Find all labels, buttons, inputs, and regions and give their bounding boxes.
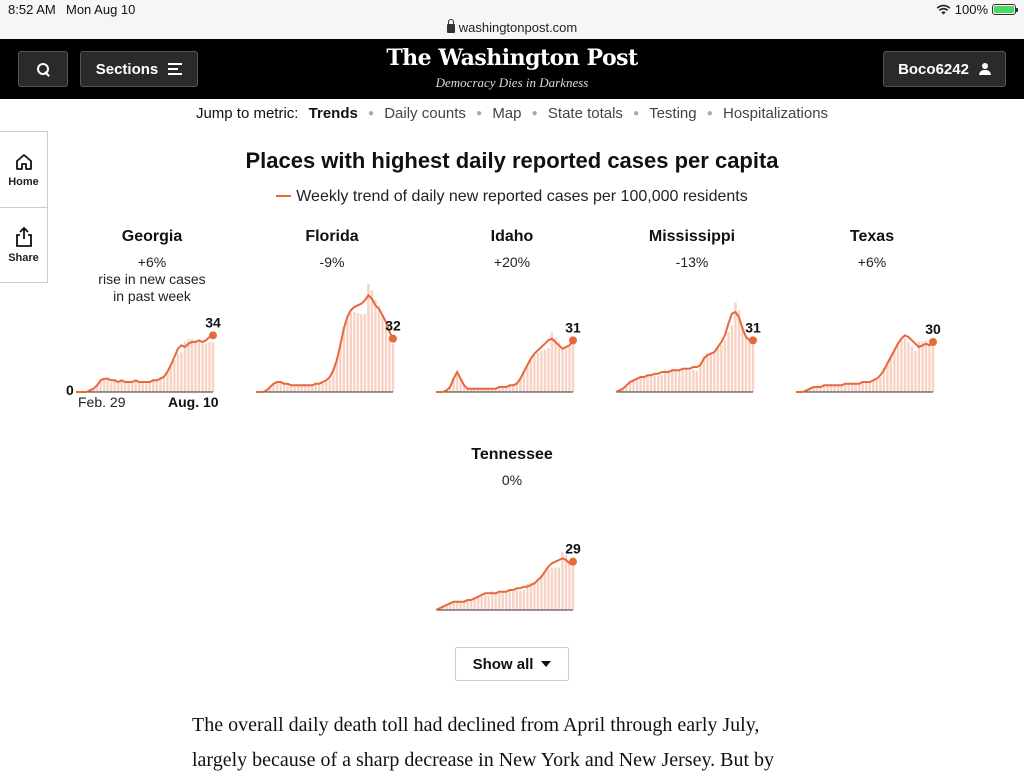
- daily-bar: [568, 347, 570, 392]
- daily-bar: [872, 381, 874, 392]
- daily-bar: [156, 380, 158, 392]
- daily-bar: [876, 380, 878, 392]
- site-tagline: Democracy Dies in Darkness: [435, 75, 589, 90]
- nav-separator: ●: [706, 108, 713, 119]
- caret-down-icon: [541, 661, 551, 667]
- daily-bar: [205, 343, 207, 392]
- daily-bar: [350, 313, 352, 392]
- daily-bar: [657, 376, 659, 392]
- daily-bar: [170, 367, 172, 392]
- daily-bar: [869, 383, 871, 392]
- state-panel: [432, 228, 592, 336]
- jump-state-totals[interactable]: State totals: [547, 105, 623, 122]
- daily-bar: [106, 380, 108, 392]
- jump-map[interactable]: Map: [492, 105, 522, 122]
- daily-bar: [135, 381, 137, 392]
- y-min-label: 0: [66, 382, 74, 398]
- daily-bar: [879, 378, 881, 392]
- state-panel: [252, 228, 412, 334]
- daily-bar: [554, 338, 556, 393]
- legend-swatch: [276, 195, 291, 197]
- chart-title: Places with highest daily reported cases per capita: [245, 148, 779, 173]
- daily-bar: [526, 584, 528, 610]
- chart-legend: [0, 188, 1024, 206]
- trend-chart: [252, 284, 411, 414]
- daily-bar: [212, 342, 214, 392]
- daily-bar: [745, 335, 747, 392]
- daily-bar: [565, 556, 567, 611]
- daily-bar: [572, 343, 574, 392]
- show-all-button[interactable]: [455, 647, 569, 681]
- daily-bar: [498, 591, 500, 610]
- daily-bar: [110, 382, 112, 392]
- metric-jump-nav: [0, 105, 1024, 122]
- daily-bar: [643, 377, 645, 392]
- daily-bar: [671, 369, 673, 392]
- daily-bar: [329, 379, 331, 392]
- daily-bar: [752, 342, 754, 392]
- nav-separator: ●: [368, 108, 375, 119]
- end-dot: [209, 331, 217, 339]
- daily-bar: [914, 351, 916, 392]
- state-name: Florida: [305, 228, 359, 245]
- daily-bar: [537, 353, 539, 392]
- state-panel: [66, 228, 232, 410]
- battery-icon: [992, 4, 1016, 15]
- daily-bar: [682, 369, 684, 392]
- daily-bar: [561, 347, 563, 392]
- daily-bar: [198, 340, 200, 392]
- daily-bar: [279, 382, 281, 392]
- daily-bar: [360, 314, 362, 392]
- daily-bar: [177, 354, 179, 392]
- daily-bar: [544, 349, 546, 392]
- jump-trends[interactable]: Trends: [308, 105, 358, 122]
- user-icon: [979, 63, 991, 75]
- daily-bar: [685, 370, 687, 392]
- daily-bar: [678, 370, 680, 392]
- daily-bar: [208, 342, 210, 392]
- daily-bar: [138, 383, 140, 392]
- daily-bar: [540, 577, 542, 610]
- daily-bar: [385, 324, 387, 392]
- show-all-label: Show all: [472, 655, 534, 673]
- home-label: Home: [8, 175, 39, 188]
- daily-bar: [547, 348, 549, 392]
- account-button[interactable]: [883, 51, 1006, 87]
- daily-bar: [124, 382, 126, 392]
- daily-bar: [544, 573, 546, 610]
- daily-bar: [692, 370, 694, 392]
- sections-label: Sections: [95, 60, 159, 78]
- daily-bar: [537, 579, 539, 610]
- masthead[interactable]: [0, 45, 1024, 91]
- daily-bar: [675, 370, 677, 392]
- daily-bar: [145, 384, 147, 393]
- daily-bar: [833, 386, 835, 392]
- daily-bar: [477, 597, 479, 610]
- daily-bar: [689, 371, 691, 392]
- status-date: Mon Aug 10: [66, 2, 136, 17]
- daily-bar: [921, 341, 923, 392]
- daily-bar: [826, 385, 828, 392]
- daily-bar: [512, 591, 514, 610]
- daily-bar: [495, 592, 497, 610]
- share-button[interactable]: [0, 207, 47, 282]
- daily-bar: [918, 342, 920, 392]
- daily-bar: [293, 386, 295, 392]
- state-change: +6%: [857, 254, 887, 270]
- daily-bar: [710, 353, 712, 392]
- daily-bar: [516, 590, 518, 610]
- daily-bar: [371, 290, 373, 392]
- daily-bar: [163, 377, 165, 392]
- battery-percent: 100%: [954, 2, 988, 17]
- url-bar[interactable]: [0, 18, 1024, 39]
- status-bar: [0, 0, 1024, 20]
- daily-bar: [364, 314, 366, 392]
- state-name: Idaho: [490, 228, 534, 245]
- daily-bar: [392, 343, 394, 392]
- daily-bar: [378, 306, 380, 392]
- daily-bar: [184, 342, 186, 392]
- daily-bar: [487, 596, 489, 610]
- last-value-label: 30: [925, 321, 941, 337]
- annotation: rise in new cases in past week: [98, 271, 206, 304]
- daily-bar: [696, 371, 698, 392]
- share-icon: [14, 226, 34, 248]
- end-dot: [749, 336, 757, 344]
- daily-bar: [452, 603, 454, 610]
- daily-bar: [381, 315, 383, 392]
- daily-bar: [523, 590, 525, 610]
- daily-bar: [374, 300, 376, 392]
- daily-bar: [551, 568, 553, 610]
- status-right: [936, 2, 1016, 17]
- daily-bar: [367, 284, 369, 392]
- daily-bar: [893, 349, 895, 392]
- daily-bar: [830, 386, 832, 392]
- daily-bar: [512, 386, 514, 392]
- daily-bar: [519, 591, 521, 610]
- daily-bar: [572, 560, 574, 610]
- daily-bar: [346, 317, 348, 392]
- daily-bar: [484, 595, 486, 610]
- x-end-label: Aug. 10: [168, 394, 219, 410]
- daily-bar: [720, 345, 722, 392]
- nav-separator: ●: [633, 108, 640, 119]
- site-logo[interactable]: The Washington Post: [386, 45, 638, 71]
- nav-separator: ●: [531, 108, 538, 119]
- state-name: Texas: [849, 228, 895, 245]
- daily-bar: [470, 600, 472, 610]
- daily-bar: [911, 347, 913, 392]
- daily-bar: [650, 376, 652, 392]
- daily-bar: [449, 604, 451, 610]
- end-dot: [389, 335, 397, 343]
- daily-bar: [533, 582, 535, 610]
- lock-icon: [447, 24, 455, 33]
- trend-chart: [792, 284, 951, 414]
- share-label: Share: [8, 252, 39, 264]
- daily-bar: [502, 591, 504, 610]
- article-line: The overall daily death toll had declined from April through early July,: [192, 714, 760, 736]
- daily-bar: [127, 382, 129, 392]
- daily-bar: [173, 360, 175, 392]
- daily-bar: [928, 344, 930, 392]
- end-dot: [569, 336, 577, 344]
- daily-bar: [731, 325, 733, 392]
- state-name: Georgia: [121, 228, 183, 245]
- daily-bar: [653, 375, 655, 392]
- daily-bar: [191, 339, 193, 392]
- trend-chart: [612, 284, 771, 414]
- daily-bar: [568, 561, 570, 610]
- daily-bar: [547, 569, 549, 610]
- daily-bar: [357, 313, 359, 392]
- state-change: -9%: [319, 254, 345, 270]
- last-value-label: 29: [565, 540, 581, 557]
- daily-bar: [180, 352, 182, 392]
- daily-bar: [727, 332, 729, 392]
- state-name: Mississippi: [648, 228, 736, 245]
- last-value-label: 31: [745, 319, 761, 336]
- daily-bar: [904, 339, 906, 392]
- daily-bar: [865, 382, 867, 392]
- wifi-icon: [936, 4, 951, 15]
- daily-bar: [897, 344, 899, 392]
- state-change: +6%: [137, 254, 167, 270]
- daily-bar: [734, 302, 736, 392]
- daily-bar: [480, 596, 482, 610]
- daily-bar: [353, 312, 355, 392]
- daily-bar: [840, 386, 842, 392]
- jump-daily-counts[interactable]: Daily counts: [384, 105, 466, 122]
- daily-bar: [724, 340, 726, 392]
- daily-bar: [554, 567, 556, 610]
- daily-bar: [505, 387, 507, 392]
- daily-bar: [667, 370, 669, 392]
- site-header: [0, 39, 1024, 99]
- daily-bar: [907, 342, 909, 392]
- daily-bar: [717, 348, 719, 392]
- daily-bar: [194, 341, 196, 393]
- daily-bar: [932, 342, 934, 392]
- status-time: 8:52 AM: [8, 2, 56, 17]
- state-panel: [792, 228, 952, 337]
- daily-bar: [561, 552, 563, 610]
- daily-bar: [473, 599, 475, 610]
- state-change: +20%: [493, 254, 531, 270]
- daily-bar: [103, 380, 105, 392]
- daily-bar: [565, 347, 567, 392]
- last-value-label: 34: [205, 314, 221, 331]
- daily-bar: [187, 339, 189, 392]
- daily-bar: [862, 382, 864, 392]
- daily-bar: [166, 373, 168, 392]
- article-line: largely because of a sharp decrease in New York and New Jersey. But by: [192, 749, 775, 771]
- state-change: 0%: [501, 472, 523, 488]
- daily-bar: [551, 332, 553, 392]
- daily-bar: [142, 383, 144, 392]
- daily-bar: [283, 384, 285, 392]
- daily-bar: [713, 352, 715, 392]
- daily-bar: [509, 386, 511, 392]
- daily-bar: [388, 336, 390, 392]
- daily-bar: [925, 341, 927, 392]
- daily-bar: [900, 340, 902, 392]
- daily-bar: [502, 387, 504, 392]
- daily-bar: [159, 378, 161, 392]
- last-value-label: 32: [385, 317, 401, 334]
- daily-bar: [741, 325, 743, 392]
- daily-bar: [533, 355, 535, 392]
- last-value-label: 31: [565, 319, 581, 336]
- end-dot: [569, 558, 577, 566]
- jump-nav-label: Jump to metric:: [195, 105, 299, 122]
- trend-chart: [432, 502, 591, 632]
- daily-bar: [660, 375, 662, 392]
- jump-hospitalizations[interactable]: Hospitalizations: [722, 105, 829, 122]
- legend-text: Weekly trend of daily new reported cases per 100,000 residents: [296, 188, 748, 205]
- x-start-label: Feb. 29: [78, 394, 126, 410]
- daily-bar: [325, 382, 327, 392]
- daily-bar: [530, 583, 532, 610]
- nav-separator: ●: [476, 108, 483, 119]
- trend-chart: [432, 284, 591, 414]
- state-panel: [432, 446, 592, 557]
- daily-bar: [558, 343, 560, 392]
- url-text: washingtonpost.com: [458, 20, 578, 35]
- daily-bar: [540, 351, 542, 392]
- state-name: Tennessee: [471, 446, 553, 463]
- daily-bar: [131, 382, 133, 392]
- daily-bar: [558, 568, 560, 611]
- daily-bar: [318, 384, 320, 392]
- daily-bar: [706, 353, 708, 392]
- daily-bar: [311, 385, 313, 392]
- daily-bar: [505, 592, 507, 610]
- daily-bar: [858, 383, 860, 392]
- daily-bar: [837, 386, 839, 392]
- state-change: -13%: [675, 254, 709, 270]
- daily-bar: [748, 340, 750, 392]
- jump-testing[interactable]: Testing: [649, 105, 697, 122]
- daily-bar: [530, 359, 532, 392]
- daily-bar: [322, 383, 324, 392]
- daily-bar: [201, 344, 203, 393]
- end-dot: [929, 338, 937, 346]
- daily-bar: [639, 377, 641, 392]
- username: Boco6242: [898, 60, 969, 78]
- daily-bar: [286, 384, 288, 392]
- daily-bar: [509, 591, 511, 610]
- daily-bar: [646, 376, 648, 392]
- daily-bar: [290, 386, 292, 392]
- daily-bar: [844, 385, 846, 392]
- state-panel: [612, 228, 772, 336]
